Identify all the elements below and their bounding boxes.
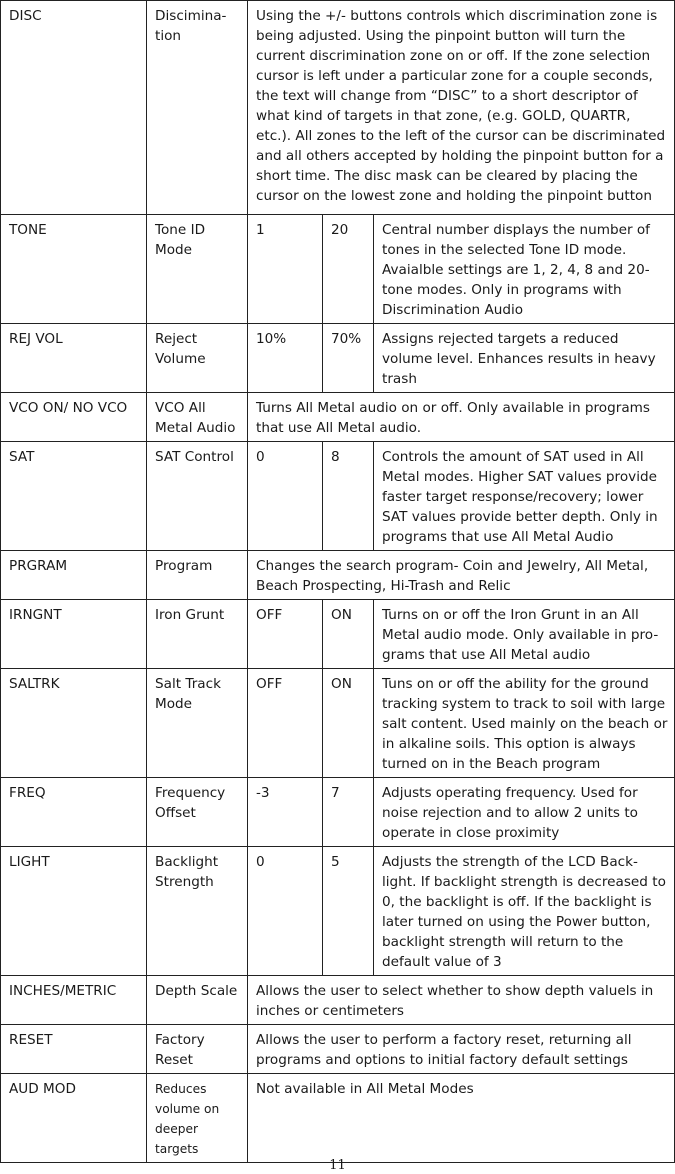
setting-description: Allows the user to perform a factory reset, returning all programs and options to initial factory default settings bbox=[248, 1025, 675, 1074]
table-row bbox=[1, 669, 675, 778]
setting-name: Salt Track Mode bbox=[147, 669, 248, 778]
setting-min: OFF bbox=[248, 669, 323, 778]
setting-description: Changes the search program- Coin and Jewelry, All Metal, Beach Prospecting, Hi-Trash and Relic bbox=[248, 551, 675, 600]
table-row bbox=[1, 324, 675, 393]
table-row bbox=[1, 976, 675, 1025]
table-row bbox=[1, 1, 675, 215]
setting-min: 0 bbox=[248, 847, 323, 976]
setting-max: 8 bbox=[323, 442, 374, 551]
setting-name: Iron Grunt bbox=[147, 600, 248, 669]
table-row bbox=[1, 442, 675, 551]
setting-key: AUD MOD bbox=[1, 1074, 147, 1163]
setting-max: 70% bbox=[323, 324, 374, 393]
setting-min: 10% bbox=[248, 324, 323, 393]
setting-key: VCO ON/ NO VCO bbox=[1, 393, 147, 442]
table-row bbox=[1, 1074, 675, 1163]
setting-description: Allows the user to select whether to show depth valuels in inches or centimeters bbox=[248, 976, 675, 1025]
setting-description: Turns All Metal audio on or off. Only available in programs that use All Metal audio. bbox=[248, 393, 675, 442]
setting-key: REJ VOL bbox=[1, 324, 147, 393]
setting-key: SALTRK bbox=[1, 669, 147, 778]
setting-max: ON bbox=[323, 600, 374, 669]
setting-max: 20 bbox=[323, 215, 374, 324]
table-row bbox=[1, 551, 675, 600]
setting-max: 7 bbox=[323, 778, 374, 847]
setting-key: PRGRAM bbox=[1, 551, 147, 600]
setting-description: Controls the amount of SAT used in All Metal modes. Higher SAT values provide faster target response/recovery; lower SAT values provide better depth. Only in programs that use All Metal Audio bbox=[374, 442, 675, 551]
setting-name: Discimina-tion bbox=[147, 1, 248, 215]
table-row bbox=[1, 393, 675, 442]
setting-name: Factory Reset bbox=[147, 1025, 248, 1074]
setting-key: IRNGNT bbox=[1, 600, 147, 669]
setting-description: Adjusts operating frequency. Used for noise rejection and to allow 2 units to operate in close proximity bbox=[374, 778, 675, 847]
setting-name: VCO All Metal Audio bbox=[147, 393, 248, 442]
table-row bbox=[1, 1025, 675, 1074]
setting-name: Frequency Offset bbox=[147, 778, 248, 847]
setting-key: INCHES/METRIC bbox=[1, 976, 147, 1025]
setting-key: RESET bbox=[1, 1025, 147, 1074]
setting-min: OFF bbox=[248, 600, 323, 669]
setting-min: -3 bbox=[248, 778, 323, 847]
setting-description: Tuns on or off the ability for the ground tracking system to track to soil with large salt content. Used mainly on the beach or in alkaline soils. This option is always turned on in the Beach program bbox=[374, 669, 675, 778]
setting-name: Backlight Strength bbox=[147, 847, 248, 976]
table-row bbox=[1, 847, 675, 976]
setting-name: Reject Volume bbox=[147, 324, 248, 393]
setting-max: ON bbox=[323, 669, 374, 778]
setting-description: Assigns rejected targets a reduced volume level. Enhances results in heavy trash bbox=[374, 324, 675, 393]
setting-name: SAT Control bbox=[147, 442, 248, 551]
setting-name: Tone ID Mode bbox=[147, 215, 248, 324]
setting-name: Program bbox=[147, 551, 248, 600]
table-row bbox=[1, 600, 675, 669]
setting-key: DISC bbox=[1, 1, 147, 215]
table-row bbox=[1, 778, 675, 847]
setting-description: Not available in All Metal Modes bbox=[248, 1074, 675, 1163]
setting-name: Reduces volume on deeper targets bbox=[147, 1074, 248, 1163]
setting-key: FREQ bbox=[1, 778, 147, 847]
setting-max: 5 bbox=[323, 847, 374, 976]
setting-description: Turns on or off the Iron Grunt in an All Metal audio mode. Only available in pro-grams that use All Metal audio bbox=[374, 600, 675, 669]
setting-description: Using the +/- buttons controls which discrimination zone is being adjusted. Using the pinpoint button will turn the current discrimination zone on or off. If the zone selection cursor is left under a particular zone for a couple seconds, the text will change from “DISC” to a short descriptor of what kind of targets in that zone, (e.g. GOLD, QUARTR, etc.). All zones to the left of the cursor can be discriminated and all others accepted by holding the pinpoint button for a short time. The disc mask can be cleared by placing the cursor on the lowest zone and holding the pinpoint button bbox=[248, 1, 675, 215]
setting-name: Depth Scale bbox=[147, 976, 248, 1025]
setting-description: Adjusts the strength of the LCD Back-light. If backlight strength is decreased to 0, the backlight is off. If the backlight is later turned on using the Power button, backlight strength will return to the default value of 3 bbox=[374, 847, 675, 976]
setting-min: 1 bbox=[248, 215, 323, 324]
setting-min: 0 bbox=[248, 442, 323, 551]
setting-key: SAT bbox=[1, 442, 147, 551]
page-number: 11 bbox=[329, 1158, 346, 1173]
setting-key: TONE bbox=[1, 215, 147, 324]
setting-key: LIGHT bbox=[1, 847, 147, 976]
table-row bbox=[1, 215, 675, 324]
setting-description: Central number displays the number of tones in the selected Tone ID mode. Avaialble settings are 1, 2, 4, 8 and 20-tone modes. Only in programs with Discrimination Audio bbox=[374, 215, 675, 324]
